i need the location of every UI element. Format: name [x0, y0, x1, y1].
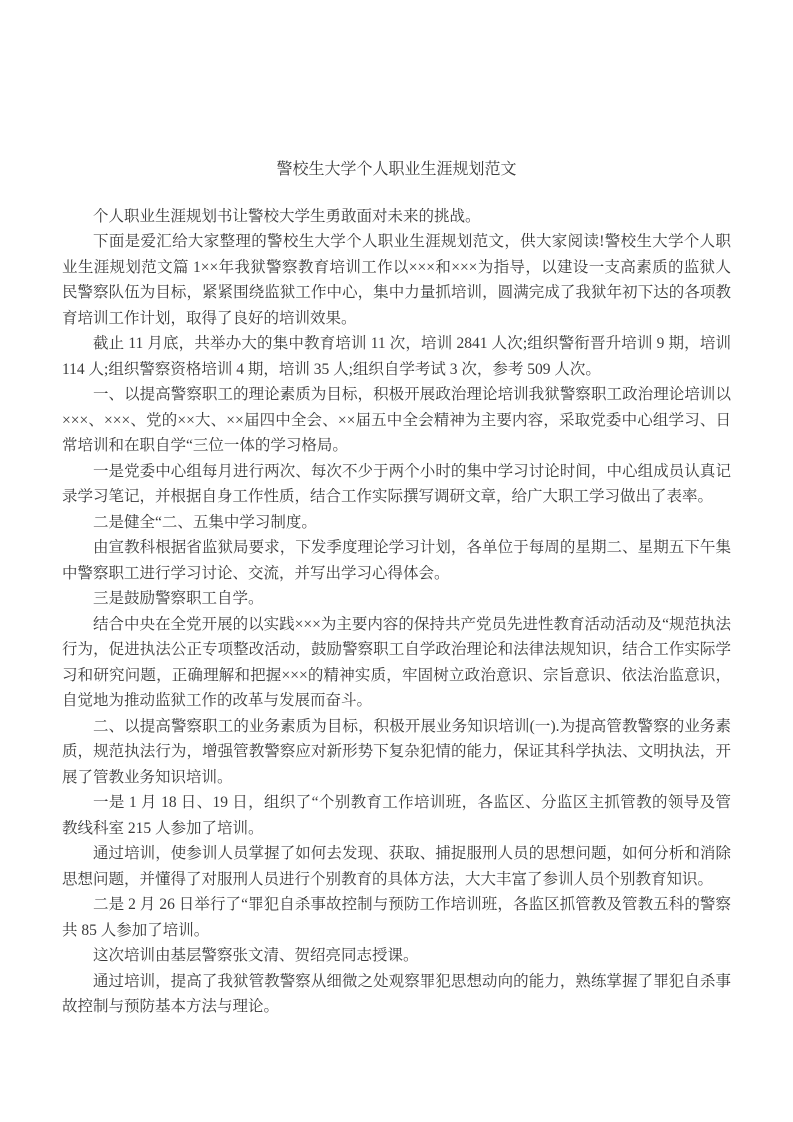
paragraph-13: 二是 2 月 26 日举行了“罪犯自杀事故控制与预防工作培训班，各监区抓管教及管教五科的警察共 85 人参加了培训。 [62, 896, 731, 939]
document-title: 警校生大学个人职业生涯规划范文 [276, 161, 517, 178]
document-body [62, 204, 731, 1020]
paragraph-7: 由宣教科根据省监狱局要求，下发季度理论学习计划，各单位于每周的星期二、星期五下午集中警察职工进行学习讨论、交流，并写出学习心得体会。 [62, 539, 731, 582]
paragraph-9: 结合中央在全党开展的以实践×××为主要内容的保持共产党员先进性教育活动活动及“规范执法行为，促进执法公正专项整改活动，鼓励警察职工自学政治理论和法律法规知识，结合工作实际学习和研究问题，正确理解和把握×××的精神实质，牢固树立政治意识、宗旨意识、依法治监意识，自觉地为推动监狱工作的改革与发展而奋斗。 [62, 615, 731, 709]
paragraph-2: 下面是爱汇给大家整理的警校生大学个人职业生涯规划范文，供大家阅读!警校生大学个人职业生涯规划范文篇 1××年我狱警察教育培训工作以×××和×××为指导，以建设一支高素质的监狱人民警察队伍为目标，紧紧围绕监狱工作中心，集中力量抓培训，圆满完成了我狱年初下达的各项教育培训工作计划，取得了良好的培训效果。 [62, 233, 731, 327]
paragraph-12: 通过培训，使参训人员掌握了如何去发现、获取、捕捉服刑人员的思想问题，如何分析和消除思想问题，并懂得了对服刑人员进行个别教育的具体方法，大大丰富了参训人员个别教育知识。 [62, 845, 731, 888]
paragraph-4: 一、以提高警察职工的理论素质为目标，积极开展政治理论培训我狱警察职工政治理论培训以×××、×××、党的××大、××届四中全会、××届五中全会精神为主要内容，采取党委中心组学习、日常培训和在职自学“三位一体的学习格局。 [62, 386, 731, 454]
paragraph-15: 通过培训，提高了我狱管教警察从细微之处观察罪犯思想动向的能力，熟练掌握了罪犯自杀事故控制与预防基本方法与理论。 [62, 972, 731, 1015]
paragraph-11: 一是 1 月 18 日、19 日，组织了“个别教育工作培训班，各监区、分监区主抓管教的领导及管教线科室 215 人参加了培训。 [62, 794, 731, 837]
paragraph-10: 二、以提高警察职工的业务素质为目标，积极开展业务知识培训(一).为提高管教警察的业务素质，规范执法行为，增强管教警察应对新形势下复杂犯情的能力，保证其科学执法、文明执法，开展了管教业务知识培训。 [62, 717, 731, 786]
paragraph-5: 一是党委中心组每月进行两次、每次不少于两个小时的集中学习讨论时间，中心组成员认真记录学习笔记，并根据自身工作性质，结合工作实际撰写调研文章，给广大职工学习做出了表率。 [62, 462, 731, 505]
paragraph-1: 个人职业生涯规划书让警校大学生勇敢面对未来的挑战。 [93, 207, 481, 225]
paragraph-6: 二是健全“二、五集中学习制度。 [93, 513, 317, 531]
paragraph-14: 这次培训由基层警察张文清、贺绍亮同志授课。 [93, 947, 419, 964]
paragraph-8: 三是鼓励警察职工自学。 [93, 590, 264, 607]
paragraph-3: 截止 11 月底，共举办大的集中教育培训 11 次，培训 2841 人次;组织警衔晋升培训 9 期，培训 114 人;组织警察资格培训 4 期，培训 35 人;组织自学考试 3 次，参考 509 人次。 [62, 335, 731, 378]
